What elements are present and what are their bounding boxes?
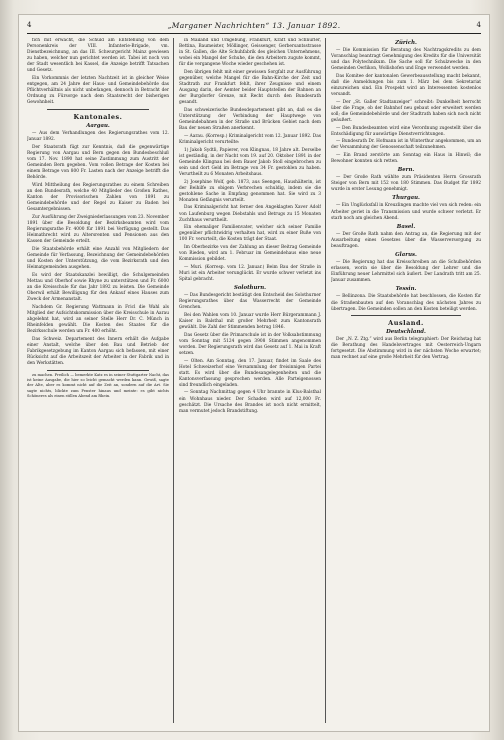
paragraph: Der „N. Z. Ztg.“ wird aus Berlin telegraphiert: Der Reichstag hat die Berathung des Handelsvertrages mit Oesterreich-Ungarn fortgesetzt. Die Abstimmung wird in der nächsten Woche erwartet; man rechnet auf eine große Mehrheit für den Vertrag. [331,337,481,361]
subheading-bern: Bern. [397,167,415,174]
column-rule [325,38,326,723]
section-divider [351,315,461,316]
paragraph: — Aarau. (Korresp.) Kriminalgericht vom 12. Januar 1892. Das Kriminalgericht verurteilte: [179,133,321,145]
subheading-zuerich: Zürich. [395,40,417,46]
paragraph: — Der „St. Galler Stadtanzeiger“ schreibt: Dunkelheit herrscht über die Frage, ob der Bahnhof neu gebaut oder erweitert werden soll; die Gemeindebehörde und der Stadtrath haben sich noch nicht geäußert. [331,99,481,124]
paragraph: Bei den Wahlen vom 10. Januar wurde Herr Bürgerammann J. Kaiser in Balsthal mit großer Mehrheit zum Kantonsrath gewählt. Die Zahl der Stimmenden betrug 1846. [179,312,321,331]
paragraph: — Bundesrath Dr. Hofmann ist in Winterthur angekommen, um an der Versammlung der Genossenschaft teilzunehmen. [331,139,481,151]
column-right [331,38,481,723]
paragraph: in Mailand und Umgebung, Frankfurt, Kraft und Schnürler, Bettina, Baumeister, Möllinger, Geissenger, Gerbersantsstrasse in St. Gallen, die Alte Schuhfabrik des gleichen Unternehmens, wobei ein Mangel der Schuhe, die den Arbeitern zugute kommt, für die vergangene Woche wieder geschehen ist. [179,38,321,68]
section-heading-ausland: Ausland. [388,319,424,328]
paragraph: Ein Vorkommnis der letzten Nachtzeit ist in gleicher Weise entgegen, am 24 Jahre der Haus- und Gemeindebehörde das Pflichtverhältnis als nicht unbefangen, dennoch in Betracht der Ordnung zu Fürsorge nach dem Staatsrecht der bisherigen Gewohnheit. [27,76,169,106]
paragraph: — Der Große Rath wählte zum Präsidenten Herrn Grossrath Steiger von Bern mit 152 von 180 Stimmen. Das Budget für 1892 wurde in erster Lesung genehmigt. [331,175,481,193]
paragraph: — Olten. Am Sonntag, den 17. Januar, findet im Saale des Hotel Schweizerhof eine Versammlung der freisinnigen Partei statt. Es wird über die Bundesangelegenheiten und die Kantonsverfassung gesprochen werden. Alle Parteigenossen sind freundlich eingeladen. [179,358,321,388]
section-divider [47,109,149,110]
newspaper-page [18,14,490,732]
paragraph: Ein ehemaliger Familienvater, welcher sich seiner Familie gegenüber pflichtwidrig verhalten hat, wird zu einer Buße von 100 Fr. verurteilt, die Kosten trägt der Staat. [179,225,321,243]
paragraph: 2) Josephine Wolf, geb. 1873, aus Seengen, Haushälterin, ist der Beihilfe zu obigem Verbrechen schuldig, indem sie die gestohlene Sache in Empfang genommen hat. Sie wird zu 3 Monaten Gefängnis verurteilt. [179,179,321,203]
column-middle [179,38,321,723]
column-left [27,38,169,723]
paragraph: 1) Jakob Sydtli, Papierer, von Klingnau, 18 Jahre alt. Derselbe ist geständig, in der Nacht vom 19. auf 20. Oktober 1891 in der Gemeinde Klingnau bei dem Bauer Jakob Stoll eingebrochen zu sein und dort Geld im Betrage von 34 Fr. gestohlen zu haben. Verurtheilt zu 6 Monaten Arbeitshaus. [179,147,321,177]
paragraph: fich mit erwacht, die Schuld am Entstehung von dem Personenkreis der VIII. Infanterie-Brigade, vm. Dienstbezeichnung, an das III. Schwurgericht Mainz gewiesen zu haben, welcher nun gerichtet werden ist. Tabei ist noch von der Stadt wesentlich bei Kassel, die Anzeige betrifft Tatsachen und Gesetz. [27,38,169,74]
feuilleton-footnote: zu machen. Freilich — bemerkte Katz es in seiner Stuttgarter Nacht, das ist keine Ausgabe, die hier so leicht gemacht werden kann. Gewiß, sagte der Alte, aber es kommt nicht auf die Zeit an, sondern auf die Art. Sie sagte nichts, blickte zum Fenster hinaus und meinte: es gibt nichts Schöneres als einen stillen Abend am Rhein. [27,373,169,398]
paragraph: Die Staatsbehörde erhält eine Anzahl von Mitgliedern der Gemeinde für Verfassung, Bezeichnung der Gemeindebehörden und Kosten der Unterstützung, die vom Bezirksrath und den Heimatgemeinden ausgehen. [27,246,169,270]
paragraph: — Muri. (Korresp. vom 12. Januar.) Beim Bau der Straße in Muri ist ein Arbeiter verunglückt. Er wurde schwer verletzt ins Spital gebracht. [179,264,321,282]
section-heading-kantonales: Kantonales. [73,113,123,122]
paragraph: — Den Bundesbeamten wird eine Verordnung zugestellt über die Entschädigung für auswärtige Dienstverrichtungen. [331,125,481,137]
paragraph: Zur Ausführung der Zweigniederlassungen vom 23. November 1891 über die Besoldung der Bezirksbeamten wird vom Regierungsrathe Fr. 4000 für 1891 bei Verfügung gestellt. Das Heimathrecht wird zu Altersrenten und Pensionen aus den Kassen der Gemeinde erteilt. [27,214,169,245]
masthead-title: „Marganer Nachrichten“ 13. Januar 1892. [167,21,341,30]
column-rule [173,38,174,723]
paragraph: Das schweizerische Bundesdepartement gibt an, daß es die Unterstützung der Verbindung der Hauptwege von Gemeindebahnen in der Straße und Brücken Gebiet nach dem Bau der neuen Straßen anerkennt. [179,108,321,132]
paragraph: Den übrigen fehlt mit einer gewissen Sorgfalt zur Ausführung gegenüber, welche Mangel für die Bahn-Kirche der Zeit und Stadtrath zur Frankfurt fehlt, ihrer Zeugnisse und einem Ausgang darin, der Aemter beider Hauptstellen der Bahnen an der Burgdorfer Grenze, mit Recht durch den Bundesrath gesandt. [179,69,321,106]
paragraph: Im Oberbezirke von der Zahlung an dieser Beitrag Gemeinde von Rieden, wird am 1. Februar im Gemeindehaus eine neue Kommission gebildet. [179,245,321,263]
paragraph: — Die Regierung hat das Kreisschreiben an die Schulbehörden erlassen, worin sie über die Besoldung der Lehrer und die Einführung neuer Lehrmittel sich äußert. Der Landrath tritt am 25. Januar zusammen. [331,260,481,284]
subheading-thurgau: Thurgau. [392,195,420,202]
subheading-aargau: Aargau. [86,123,110,130]
paragraph: Der Staatsrath fügt zur Kenntnis, daß die gegenwärtige Regierung von Aargau und Bern gegen den Bundesbeschluß vom 17. Nov. 1890 hat seine Zustimmung zum Austritt der Gemeinden Bern gegeben. Vom vollen Betrage der Kosten bei einem Betrage von 800 Fr. Lasten nach der Anzeige betrifft die Behörde. [27,144,169,181]
page-number-left: 4 [27,21,32,29]
paragraph: — Der Große Rath nahm den Antrag an, die Regierung mit der Ausarbeitung eines Gesetzes über die Wasserversorgung zu beauftragen. [331,231,481,249]
paragraph: Es wird der Staatskanzlei bewilligt, die Schulgemeinden Mettau und Oberhof sowie Rhyne zu unterstützen und Fr. 6000 an die Kreisschule für das Jahr 1892 zu leisten. Die Gemeinde Oberwil erhält Bewilligung für den Ankauf eines Hauses zum Zweck der Armenanstalt. [27,272,169,302]
paragraph: Das Kriminalgericht hat ferner den Angeklagten Xaver Adolf von Laufenburg wegen Diebstahls und Betrugs zu 15 Monaten Zuchthaus verurtheilt. [179,205,321,223]
paragraph: Nachdem Gr. Regierung Wattmann in Fricl die Wahl als Mitglied der Aufsichtskommission über die Kreisschule in Aarau abgelehnt hat, wird an seiner Stelle Herr Dr. C. Münch in Rheinfelden gewählt. Die Kosten des Staates für die Bezirksschule werden um Fr. 400 erhöht. [27,304,169,334]
section-divider [47,370,149,371]
subheading-deutschland: Deutschland. [386,329,426,336]
subheading-solothurn: Solothurn. [233,285,267,292]
paragraph: — Das Bundesgericht bestätigt den Entscheid des Solothurner Regierungsrathes über das Wasserrecht der Gemeinde Grenchen. [179,293,321,311]
paragraph: — Sonntag Nachmittag gegen 4 Uhr brannte in Klus-Balsthal ein Wohnhaus nieder. Der Schaden wird auf 12,000 Fr. geschätzt. Die Ursache des Brandes ist noch nicht ermittelt, man vermutet jedoch Brandstiftung. [179,390,321,414]
paragraph: — Die Kommission für Beratung des Nachtragskredits zu dem Voranschlag beantragt Genehmigung des Kredits für die Universität und das Polytechnikum. Die Sache soll für Schulzwecke in den Gemeinden Oerlikon, Wollishofen und Enge verwendet werden. [331,48,481,72]
subheading-glarus: Glarus. [395,252,417,259]
subheading-basel: Basel. [396,223,416,230]
subheading-tessin: Tessin. [395,286,417,293]
paragraph: Das Gesetz über die Primarschule ist in der Volksabstimmung vom Sonntag mit 5124 gegen 3908 Stimmen angenommen worden. Der Regierungsrath wird das Gesetz auf 1. Mai in Kraft setzen. [179,332,321,356]
paragraph: — Ein Brand zerstörte am Sonntag ein Haus in Hinwil; die Bewohner konnten sich retten. [331,153,481,165]
paragraph: Wird Mittheilung des Regierungsrathes zu einem Schreiben an den Bundesrath, welche 40 Mitglieder des Großen Rathes, Kanton der Provisorischen Zahlen von 1891 zu Gemeindebehörde und der Regel zu Kaiser zu Baden bei Gesamtergebnissen. [27,182,169,213]
paragraph: — Bellinzona. Die Staatsbehörde hat beschlossen, die Kosten für die Straßenbauten auf den Voranschlag des nächsten Jahres zu übertragen. Die Gemeinden sollen an den Kosten beteiligt werden. [331,294,481,312]
paragraph: Das Komitee der kantonalen Gewerbeausstellung macht bekannt, daß die Anmeldungen bis zum 1. März bei dem Sekretariat einzureichen sind. Ein Prospekt wird an Interessenten kostenlos versandt. [331,73,481,98]
paragraph: Das Schweiz. Departement des Innern erhält die Aufgabe einer Anstalt, welche über den Bau und Betrieb der Fabrikgesetzgebung im Kanton Aargau sich befassen, mit einer Rücksicht auf die Arbeitszeit der Arbeiter in der Fabrik und in den Werkstätten. [27,336,169,366]
page-header [27,19,481,34]
paragraph: — Ein Unglücksfall in Kreuzlingen machte viel von sich reden: ein Arbeiter geriet in die Transmission und wurde schwer verletzt. Er starb noch am gleichen Abend. [331,203,481,221]
page-number-right: 4 [476,21,481,29]
paragraph: — Aus dem Verhandlungen des Regierungsrathes vom 12. Januar 1892. [27,131,169,143]
